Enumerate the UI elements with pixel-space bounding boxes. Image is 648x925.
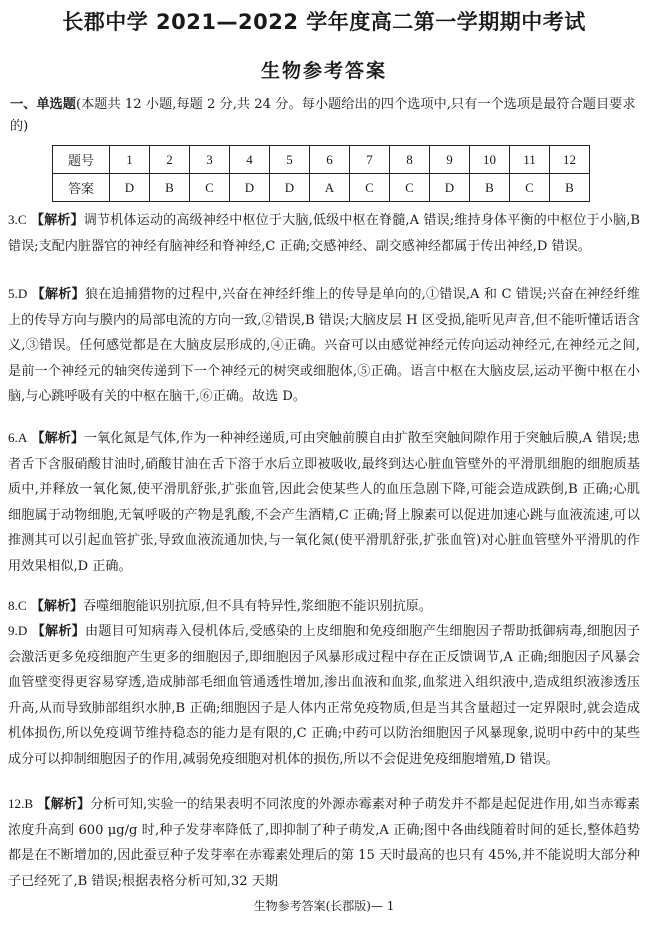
- answer-cell: B: [150, 174, 190, 202]
- question-number-cell: 7: [350, 146, 390, 174]
- explanation-number: 12.B: [8, 796, 34, 811]
- question-number-cell: 2: [150, 146, 190, 174]
- page-title: 长郡中学 2021—2022 学年度高二第一学期期中考试: [62, 10, 586, 34]
- question-number-cell: 12: [550, 146, 590, 174]
- section-title: 一、单选题: [10, 97, 76, 112]
- explanation-text: 分析可知,实验一的结果表明不同浓度的外源赤霉素对种子萌发并不都是起促进作用,如当赤霉素浓度升高到 600 μg/g 时,种子发芽率降低了,即抑制了种子萌发,A 正确;图中各曲线随着时间的延长,整体趋势都是在不断增加的,因此蚕豆种子发芽率在赤霉素处理后的第 15 天时最高的也只有 45%,并不能说明大部分种子已经死了,B 错误;根据表格分析可知,32 天期: [8, 797, 641, 889]
- explanation-number: 5.D: [8, 286, 28, 301]
- answer-cell: B: [470, 174, 510, 202]
- page-subtitle: 生物参考答案: [260, 60, 387, 82]
- table-row-numbers: [53, 146, 590, 174]
- page-footer: 生物参考答案(长郡版)— 1: [253, 899, 395, 913]
- row-label-answer: 答案: [53, 174, 110, 202]
- explanation-item: [8, 618, 640, 772]
- explanation-item: [8, 207, 640, 259]
- question-number-cell: 11: [510, 146, 550, 174]
- explanation-tag: 【解析】: [30, 599, 84, 614]
- answer-cell: D: [430, 174, 470, 202]
- answer-table: [52, 145, 590, 202]
- question-number-cell: 4: [230, 146, 270, 174]
- explanation-tag: 【解析】: [37, 797, 91, 812]
- answer-cell: C: [350, 174, 390, 202]
- explanation-number: 3.C: [8, 212, 27, 227]
- explanation-tag: 【解析】: [31, 624, 85, 639]
- question-number-cell: 5: [270, 146, 310, 174]
- answer-cell: B: [550, 174, 590, 202]
- explanation-number: 6.A: [8, 430, 28, 445]
- question-number-cell: 3: [190, 146, 230, 174]
- question-number-cell: 10: [470, 146, 510, 174]
- answer-cell: D: [270, 174, 310, 202]
- answer-cell: C: [190, 174, 230, 202]
- explanation-text: 狼在追捕猎物的过程中,兴奋在神经纤维上的传导是单向的,①错误,A 和 C 错误;兴奋在神经纤维上的传导方向与膜内的局部电流的方向一致,②错误,B 错误;大脑皮层 H 区受损,能听见声音,但不能听懂话语含义,③错误。任何感觉都是在大脑皮层形成的,④正确。兴奋可以由感觉神经元传向运动神经元,在神经元之间,是前一个神经元的轴突传递到下一个神经元的树突或细胞体,⑤正确。语言中枢在大脑皮层,运动平衡中枢在小脑,与心跳呼吸有关的中枢在脑干,⑥正确。故选 D。: [8, 287, 640, 404]
- question-number-cell: 1: [110, 146, 150, 174]
- explanation-tag: 【解析】: [30, 213, 84, 228]
- answer-cell: C: [510, 174, 550, 202]
- explanation-text: 调节机体运动的高级神经中枢位于大脑,低级中枢在脊髓,A 错误;维持身体平衡的中枢位于小脑,B 错误;支配内脏器官的神经有脑神经和脊神经,C 正确;交感神经、副交感神经都属于传出神经,D 错误。: [8, 213, 641, 254]
- row-label-number: 题号: [53, 146, 110, 174]
- section-heading: [10, 94, 638, 138]
- explanation-text: 由题目可知病毒入侵机体后,受感染的上皮细胞和免疫细胞产生细胞因子帮助抵御病毒,细胞因子会激活更多免疫细胞产生更多的细胞因子,即细胞因子风暴形成过程中存在正反馈调节,A 正确;细胞因子风暴会血管壁变得更容易穿透,造成肺部毛细血管通透性增加,渗出血液和血浆,血浆进入组织液中,造成组织液渗透压升高,从而导致肺部组织水肿,B 正确;细胞因子是人体内正常免疫物质,但是当其含量超过一定界限时,就会造成机体损伤,所以免疫调节维持稳态的能力是有限的,C 正确;中药可以防治细胞因子风暴现象,说明中药中的某些成分可以抑制细胞因子的作用,减弱免疫细胞对机体的损伤,所以不会促进免疫细胞增殖,D 错误。: [8, 624, 640, 767]
- answer-cell: A: [310, 174, 350, 202]
- explanation-item: [8, 593, 640, 620]
- explanation-text: 一氧化氮是气体,作为一种神经递质,可由突触前膜自由扩散至突触间隙作用于突触后膜,A 错误;患者舌下含服硝酸甘油时,硝酸甘油在舌下溶于水后立即被吸收,最终到达心脏血管壁外的平滑肌细胞的细胞质基质中,并释放一氧化氮,使平滑肌舒张,扩张血管,因此会使某些人的血压急剧下降,可能会造成跌倒,B 正确;心肌细胞属于动物细胞,无氧呼吸的产物是乳酸,不会产生酒精,C 正确;肾上腺素可以促进加速心跳与血液流速,可以推测其可以引起血管扩张,导致血液流通加快,与一氧化氮(使平滑肌舒张,扩张血管)对心脏血管壁外平滑肌的作用效果相似,D 正确。: [8, 431, 641, 574]
- section-description: (本题共 12 小题,每题 2 分,共 24 分。每小题给出的四个选项中,只有一个选项是最符合题目要求的): [10, 97, 636, 134]
- explanation-item: [8, 425, 640, 579]
- question-number-cell: 6: [310, 146, 350, 174]
- explanation-number: 8.C: [8, 598, 27, 613]
- explanation-text: 吞噬细胞能识别抗原,但不具有特异性,浆细胞不能识别抗原。: [83, 599, 432, 614]
- question-number-cell: 8: [390, 146, 430, 174]
- explanation-item: [8, 791, 640, 894]
- answer-cell: D: [230, 174, 270, 202]
- explanation-number: 9.D: [8, 623, 28, 638]
- table-row-answers: [53, 174, 590, 202]
- answer-cell: C: [390, 174, 430, 202]
- explanation-tag: 【解析】: [31, 431, 85, 446]
- question-number-cell: 9: [430, 146, 470, 174]
- explanation-item: [8, 281, 640, 410]
- answer-cell: D: [110, 174, 150, 202]
- explanation-tag: 【解析】: [31, 287, 85, 302]
